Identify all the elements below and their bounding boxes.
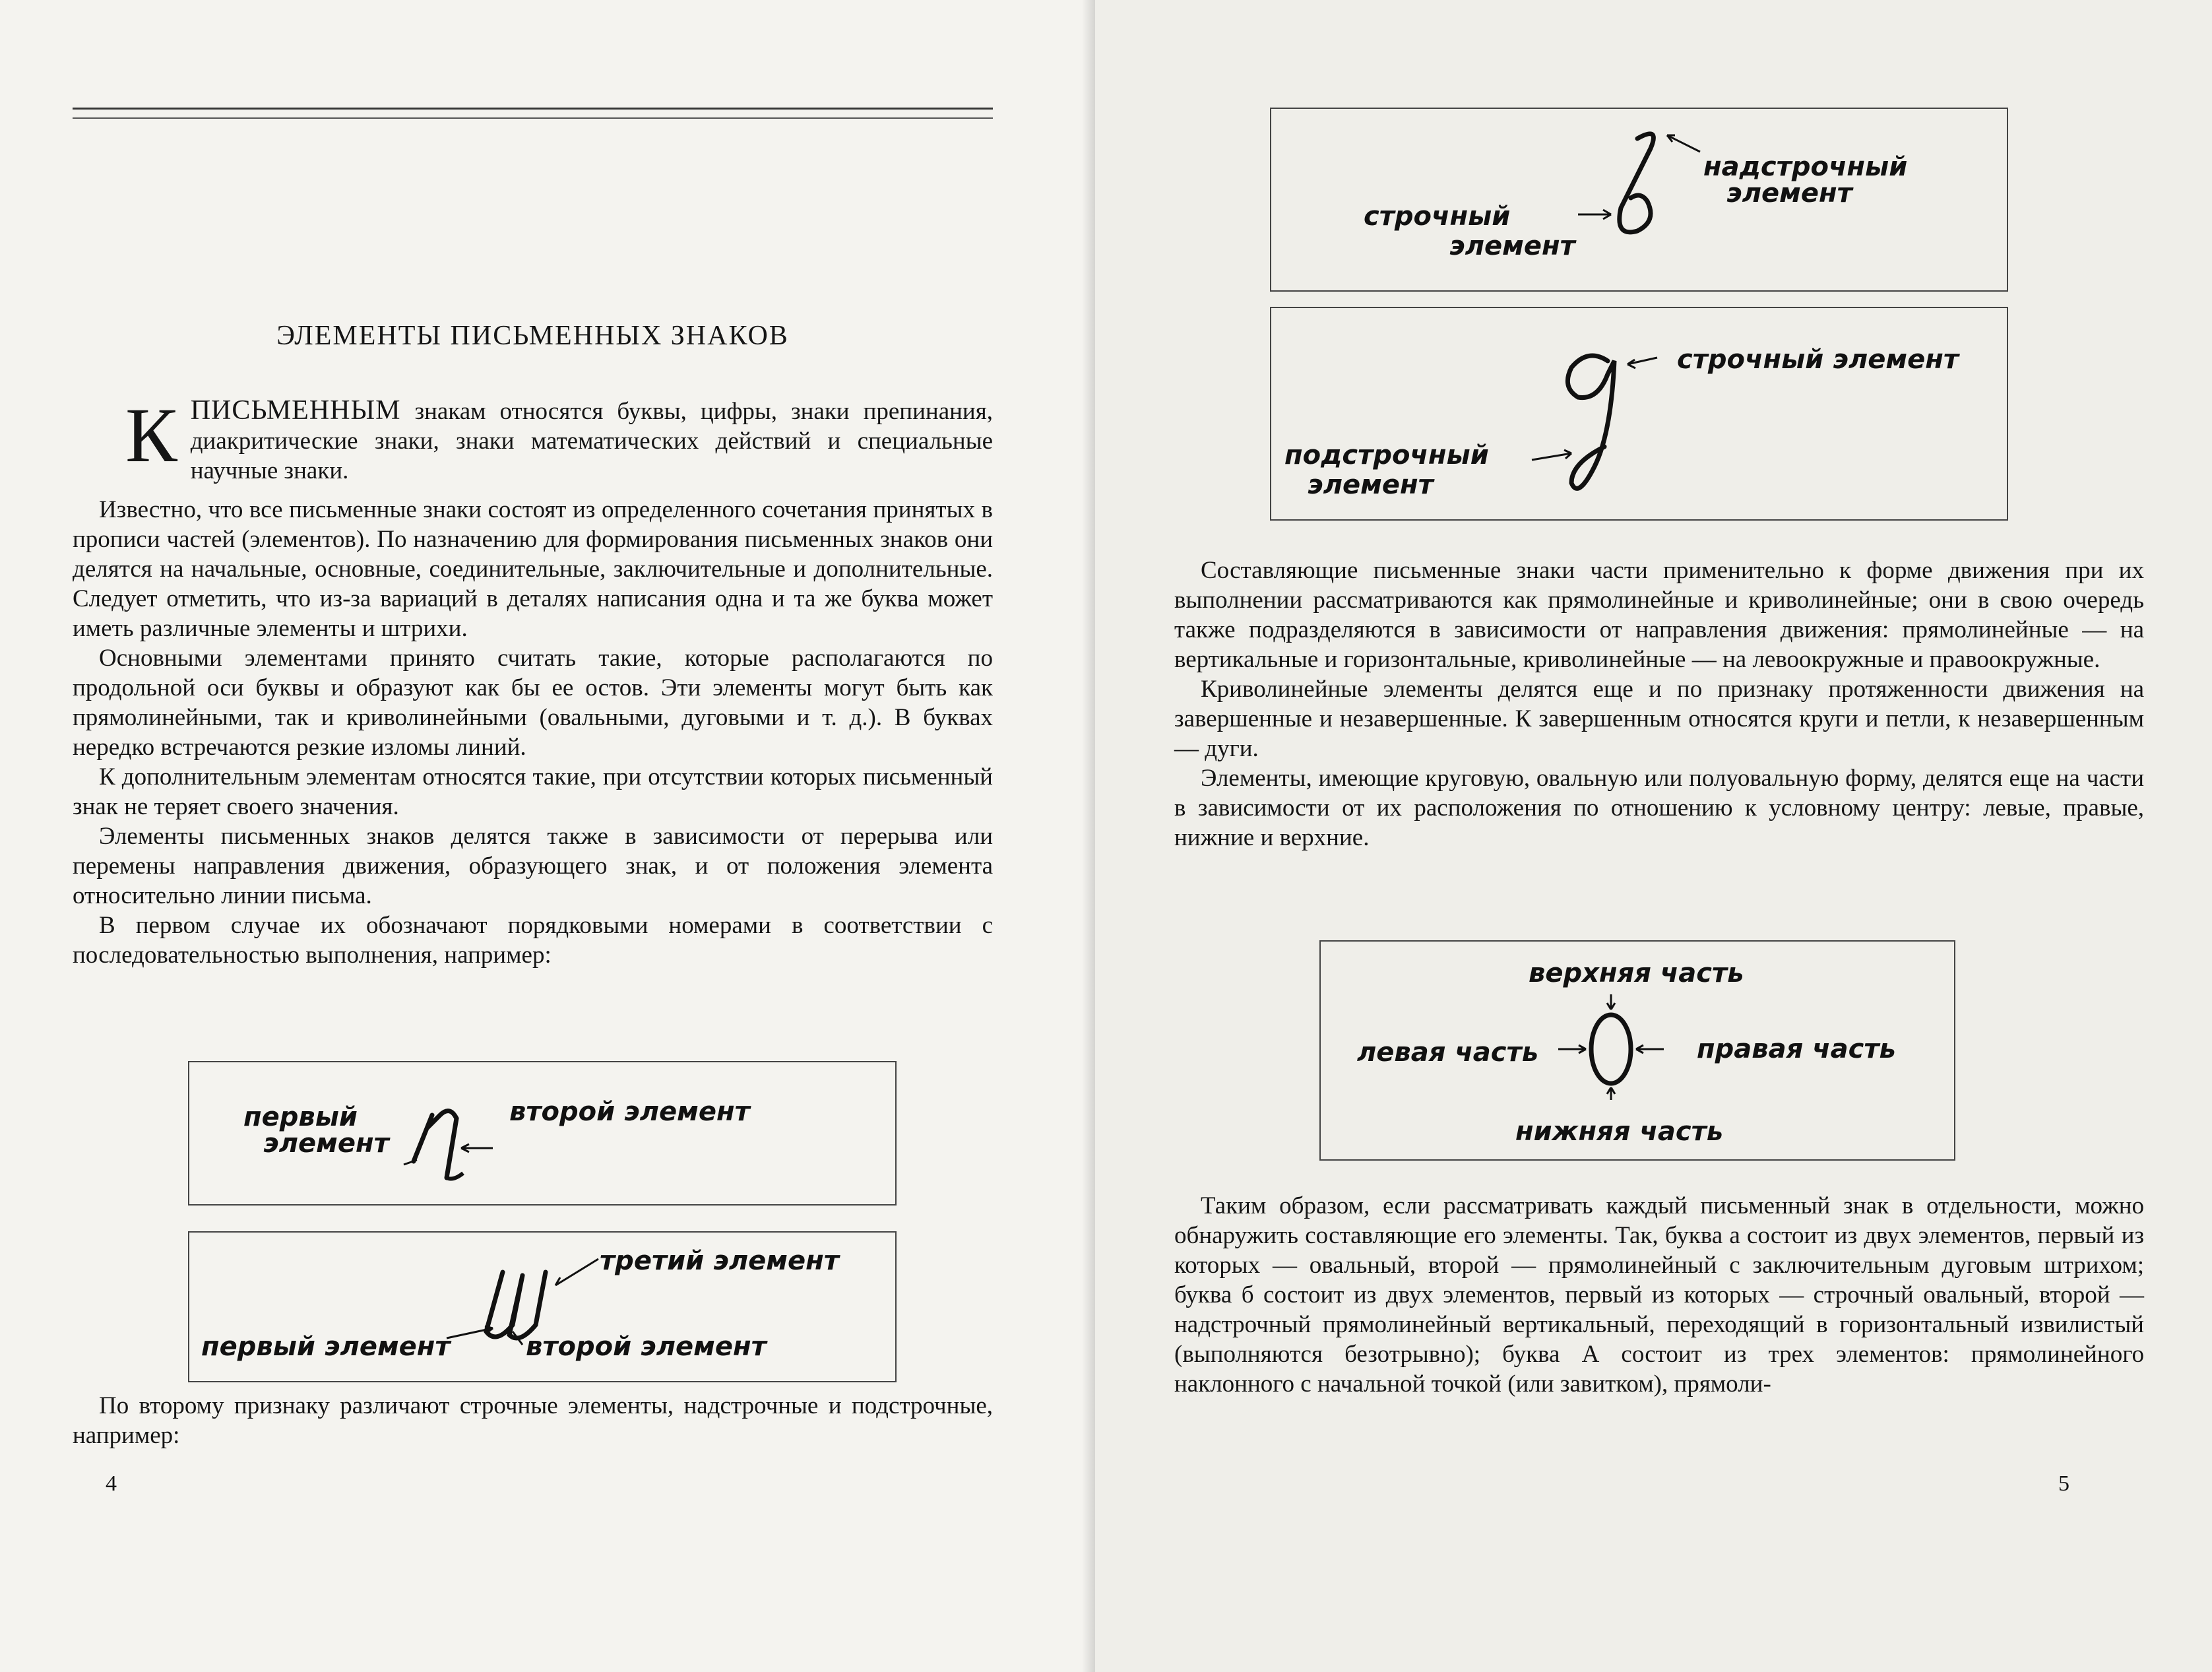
label-over: надстрочный xyxy=(1703,152,1908,182)
label-first: первый xyxy=(243,1102,358,1132)
label-second: второй элемент xyxy=(509,1097,750,1127)
right-body xyxy=(1174,556,2144,852)
figure-letter-p xyxy=(188,1061,897,1206)
label-left-part: левая часть xyxy=(1357,1037,1538,1068)
left-body xyxy=(73,495,993,970)
oval-drawing xyxy=(1545,991,1677,1103)
right-page xyxy=(1095,0,2212,1672)
letter-v-drawing xyxy=(1575,122,1707,254)
label-under: подстрочный xyxy=(1284,440,1489,470)
label-right-part: правая часть xyxy=(1697,1034,1896,1064)
right-final xyxy=(1174,1191,2144,1399)
figure-letter-d xyxy=(1270,307,2008,521)
top-rule-thin xyxy=(73,117,993,119)
paragraph: Известно, что все письменные знаки состоят из определенного сочетания принятых в прописи частей (элементов). По назначению для формирования письменных знаков они делятся на начальные, основные, соединительные, заключительные и дополнительные. Следует отметить, что из-за вариаций в деталях написания одна и та же буква может иметь различные элементы и штрихи. xyxy=(73,496,993,642)
paragraph: К дополнительным элементам относятся такие, при отсутствии которых письменный знак не теряет своего значения. xyxy=(73,763,993,820)
paragraph: По второму признаку различают строчные элементы, надстрочные и подстрочные, например: xyxy=(73,1392,993,1449)
paragraph: Составляющие письменные знаки части применительно к форме движения при их выполнении рассматриваются как прямолинейные и криволинейные; они в свою очередь также подразделяются в зависимости от направления движения: прямолинейные — на вертикальные и горизонтальные, криволинейные — на левоокружные и правоокружные. xyxy=(1174,557,2144,673)
page-number: 4 xyxy=(106,1471,117,1496)
figure-letter-sh xyxy=(188,1231,897,1382)
left-closing xyxy=(73,1391,993,1450)
figure-oval-parts xyxy=(1319,940,1955,1161)
figure-letter-v xyxy=(1270,108,2008,292)
dropcap: К xyxy=(125,392,177,478)
label-over-2: элемент xyxy=(1726,178,1852,209)
paragraph: Криволинейные элементы делятся еще и по признаку протяженности движения на завершенные и незавершенные. К завершенным относятся круги и петли, к незавершенным — дуги. xyxy=(1174,676,2144,762)
label-second: второй элемент xyxy=(526,1332,767,1362)
paragraph: В первом случае их обозначают порядковыми номерами в соответствии с последовательностью выполнения, например: xyxy=(73,912,993,969)
chapter-title: ЭЛЕМЕНТЫ ПИСЬМЕННЫХ ЗНАКОВ xyxy=(276,321,789,351)
label-line-2: элемент xyxy=(1449,231,1575,261)
paragraph: Таким образом, если рассматривать каждый письменный знак в отдельности, можно обнаружить составляющие его элементы. Так, буква а состоит из двух элементов, первый из которых — овальный, второй — прямолинейный с заключительным дуговым штрихом; буква б состоит из двух элементов, первый из которых — строчный овальный, второй — надстрочный прямолинейный вертикальный, переходящий в горизонтальный извилистый (выполняются безотрывно); буква А состоит из трех элементов: прямолинейного наклонного с начальной точкой (или завитком), прямоли- xyxy=(1174,1192,2144,1398)
intro-block xyxy=(73,392,993,486)
left-page xyxy=(0,0,1095,1672)
letter-p-drawing xyxy=(400,1089,519,1188)
label-first: первый элемент xyxy=(201,1332,451,1362)
label-third: третий элемент xyxy=(600,1246,839,1276)
label-under-2: элемент xyxy=(1308,470,1434,500)
label-first-2: элемент xyxy=(263,1128,389,1159)
intro-lead: ПИСЬМЕННЫМ xyxy=(190,395,401,426)
paragraph: Элементы, имеющие круговую, овальную или полуовальную форму, делятся еще на части в зависимости от их расположения по отношению к условному центру: левые, правые, нижние и верхние. xyxy=(1174,765,2144,851)
top-rule xyxy=(73,108,993,110)
paragraph: Основными элементами принято считать такие, которые располагаются по продольной оси буквы и образуют как бы ее остов. Эти элементы могут быть как прямолинейными, так и криволинейными (овальными, дуговыми и т. д.). В буквах нередко встречаются резкие изломы линий. xyxy=(73,645,993,761)
label-line: строчный элемент xyxy=(1677,344,1959,375)
intro-rest: знакам относятся буквы, цифры, знаки препинания, диакритические знаки, знаки математических действий и специальные научные знаки. xyxy=(190,398,993,484)
letter-d-drawing xyxy=(1515,335,1660,506)
label-line: строчный xyxy=(1364,201,1511,232)
label-bottom-part: нижняя часть xyxy=(1515,1116,1724,1147)
label-top-part: верхняя часть xyxy=(1529,958,1744,988)
paragraph: Элементы письменных знаков делятся также в зависимости от перерыва или перемены направления движения, образующего знак, и от положения элемента относительно линии письма. xyxy=(73,823,993,909)
page-number: 5 xyxy=(2058,1471,2070,1496)
